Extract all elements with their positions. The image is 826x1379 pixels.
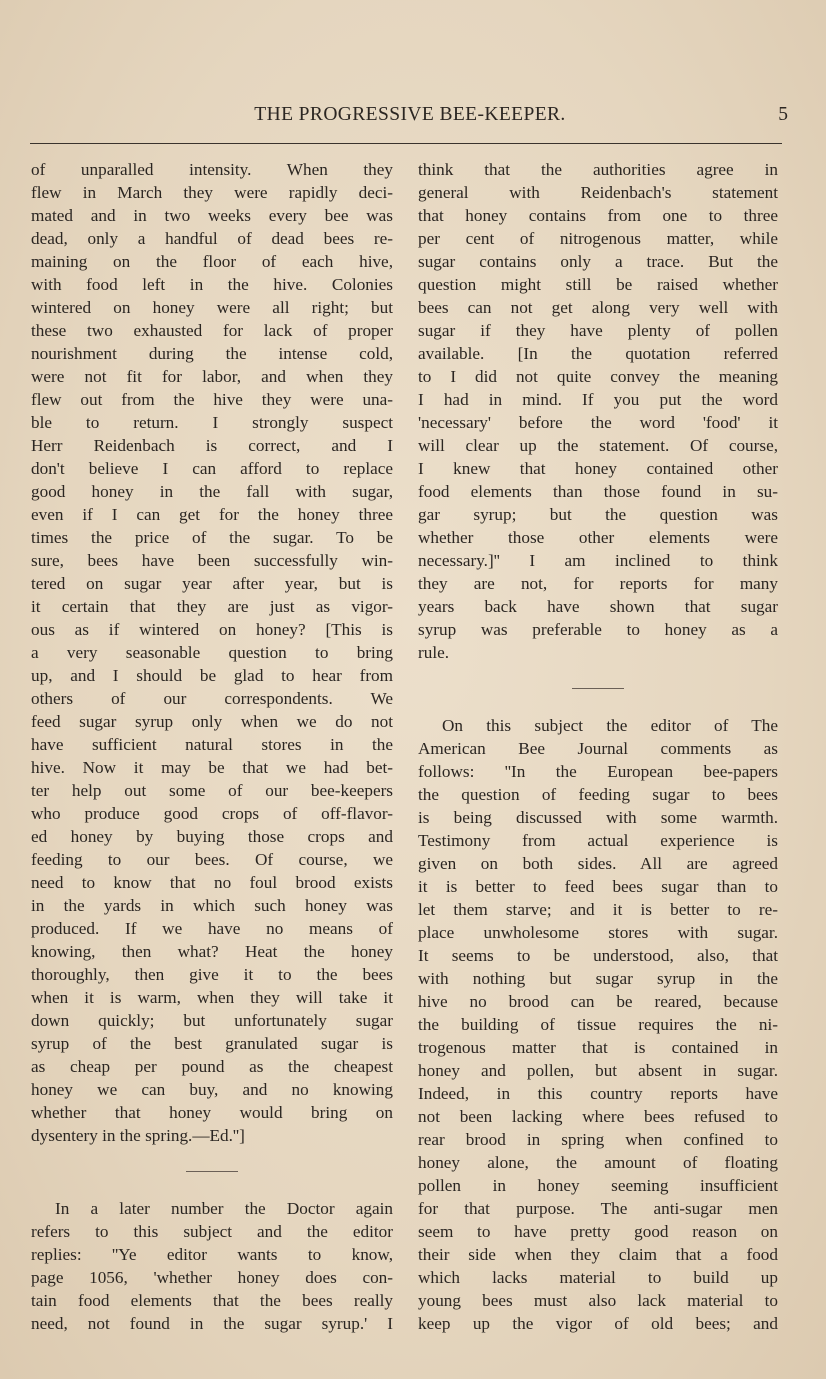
text-line: general with Reidenbach's statement <box>418 183 778 202</box>
text-line: food elements than those found in su- <box>418 482 778 501</box>
text-line: Indeed, in this country reports have <box>418 1084 778 1103</box>
right-paragraph-2 <box>418 714 778 1335</box>
text-line: ous as if wintered on honey? [This is <box>31 620 393 639</box>
page-header <box>30 104 790 134</box>
text-line: as cheap per pound as the cheapest <box>31 1057 393 1076</box>
text-line: gar syrup; but the question was <box>418 505 778 524</box>
text-line: rear brood in spring when confined to <box>418 1130 778 1149</box>
text-line: tain food elements that the bees really <box>31 1291 393 1310</box>
text-line: they are not, for reports for many <box>418 574 778 593</box>
left-paragraph-2 <box>31 1197 393 1335</box>
text-line: wintered on honey were all right; but <box>31 298 393 317</box>
text-line: in the yards in which such honey was <box>31 896 393 915</box>
left-column <box>31 158 393 1335</box>
text-line: On this subject the editor of The <box>442 716 778 735</box>
text-line: In a later number the Doctor again <box>55 1199 393 1218</box>
right-column <box>418 158 778 1335</box>
text-line: sure, bees have been successfully win- <box>31 551 393 570</box>
text-line: the building of tissue requires the ni- <box>418 1015 778 1034</box>
text-line: the question of feeding sugar to bees <box>418 785 778 804</box>
text-line: these two exhausted for lack of proper <box>31 321 393 340</box>
text-line: rule. <box>418 643 450 662</box>
text-line: syrup was preferable to honey as a <box>418 620 778 639</box>
text-line: seem to have pretty good reason on <box>418 1222 778 1241</box>
text-line: of unparalled intensity. When they <box>31 160 393 179</box>
text-line: will clear up the statement. Of course, <box>418 436 778 455</box>
text-line: whether that honey would bring on <box>31 1103 393 1122</box>
text-line: years back have shown that sugar <box>418 597 778 616</box>
text-line: ter help out some of our bee-keepers <box>31 781 393 800</box>
text-line: page 1056, 'whether honey does con- <box>31 1268 393 1287</box>
text-line: feed sugar syrup only when we do not <box>31 712 393 731</box>
text-line: pollen in honey seeming insufficient <box>418 1176 778 1195</box>
text-line: mated and in two weeks every bee was <box>31 206 393 225</box>
text-line: Herr Reidenbach is correct, and I <box>31 436 393 455</box>
section-divider <box>31 1161 393 1183</box>
text-line: Testimony from actual experience is <box>418 831 778 850</box>
text-line: thoroughly, then give it to the bees <box>31 965 393 984</box>
text-line: with nothing but sugar syrup in the <box>418 969 778 988</box>
text-line: knowing, then what? Heat the honey <box>31 942 393 961</box>
text-line: is being discussed with some warmth. <box>418 808 778 827</box>
text-line: keep up the vigor of old bees; and <box>418 1314 778 1333</box>
text-line: flew out from the hive they were una- <box>31 390 393 409</box>
text-line: honey we can buy, and no knowing <box>31 1080 393 1099</box>
text-line: honey alone, the amount of floating <box>418 1153 778 1172</box>
text-line: dead, only a handful of dead bees re- <box>31 229 393 248</box>
page-number: 5 <box>778 104 788 125</box>
text-line: others of our correspondents. We <box>31 689 393 708</box>
text-line: times the price of the sugar. To be <box>31 528 393 547</box>
text-line: nourishment during the intense cold, <box>31 344 393 363</box>
text-line: were not fit for labor, and when they <box>31 367 393 386</box>
text-line: have sufficient natural stores in the <box>31 735 393 754</box>
text-line: ble to return. I strongly suspect <box>31 413 393 432</box>
text-line: necessary.]'' I am inclined to think <box>418 551 778 570</box>
text-line: question might still be raised whether <box>418 275 778 294</box>
text-line: think that the authorities agree in <box>418 160 778 179</box>
text-line: syrup of the best granulated sugar is <box>31 1034 393 1053</box>
header-rule <box>30 143 782 144</box>
text-line: with food left in the hive. Colonies <box>31 275 393 294</box>
text-line: 'necessary' before the word 'food' it <box>418 413 778 432</box>
text-line: flew in March they were rapidly deci- <box>31 183 393 202</box>
text-line: maining on the floor of each hive, <box>31 252 393 271</box>
text-line: don't believe I can afford to replace <box>31 459 393 478</box>
text-line: down quickly; but unfortunately sugar <box>31 1011 393 1030</box>
text-line: it certain that they are just as vigor- <box>31 597 393 616</box>
text-line: whether those other elements were <box>418 528 778 547</box>
text-line: I knew that honey contained other <box>418 459 778 478</box>
text-line: place unwholesome stores with sugar. <box>418 923 778 942</box>
text-line: their side when they claim that a food <box>418 1245 778 1264</box>
text-line: even if I can get for the honey three <box>31 505 393 524</box>
text-line: available. [In the quotation referred <box>418 344 778 363</box>
text-line: given on both sides. All are agreed <box>418 854 778 873</box>
text-line: not been lacking where bees refused to <box>418 1107 778 1126</box>
text-line: ed honey by buying those crops and <box>31 827 393 846</box>
text-line: trogenous matter that is contained in <box>418 1038 778 1057</box>
text-line: who produce good crops of off-flavor- <box>31 804 393 823</box>
text-line: young bees must also lack material to <box>418 1291 778 1310</box>
text-line: honey and pollen, but absent in sugar. <box>418 1061 778 1080</box>
text-line: it is better to feed bees sugar than to <box>418 877 778 896</box>
text-line: need, not found in the sugar syrup.' I <box>31 1314 393 1333</box>
text-line: sugar if they have plenty of pollen <box>418 321 778 340</box>
right-paragraph-1 <box>418 158 778 664</box>
text-line: need to know that no foul brood exists <box>31 873 393 892</box>
text-line: I had in mind. If you put the word <box>418 390 778 409</box>
text-line: American Bee Journal comments as <box>418 739 778 758</box>
text-line: It seems to be understood, also, that <box>418 946 778 965</box>
text-line: to I did not quite convey the meaning <box>418 367 778 386</box>
left-paragraph-1 <box>31 158 393 1147</box>
text-line: follows: ''In the European bee-papers <box>418 762 778 781</box>
section-divider <box>418 678 778 700</box>
text-line: when it is warm, when they will take it <box>31 988 393 1007</box>
text-line: feeding to our bees. Of course, we <box>31 850 393 869</box>
text-line: tered on sugar year after year, but is <box>31 574 393 593</box>
text-line: bees can not get along very well with <box>418 298 778 317</box>
text-line: per cent of nitrogenous matter, while <box>418 229 778 248</box>
text-line: hive no brood can be reared, because <box>418 992 778 1011</box>
running-title: THE PROGRESSIVE BEE-KEEPER. <box>254 104 566 125</box>
text-line: that honey contains from one to three <box>418 206 778 225</box>
text-line: dysentery in the spring.—Ed.''] <box>31 1126 245 1145</box>
text-line: replies: ''Ye editor wants to know, <box>31 1245 393 1264</box>
text-line: for that purpose. The anti-sugar men <box>418 1199 778 1218</box>
text-line: produced. If we have no means of <box>31 919 393 938</box>
text-line: up, and I should be glad to hear from <box>31 666 393 685</box>
text-line: which lacks material to build up <box>418 1268 778 1287</box>
text-line: good honey in the fall with sugar, <box>31 482 393 501</box>
text-line: sugar contains only a trace. But the <box>418 252 778 271</box>
text-line: hive. Now it may be that we had bet- <box>31 758 393 777</box>
text-line: let them starve; and it is better to re- <box>418 900 778 919</box>
text-line: refers to this subject and the editor <box>31 1222 393 1241</box>
text-line: a very seasonable question to bring <box>31 643 393 662</box>
